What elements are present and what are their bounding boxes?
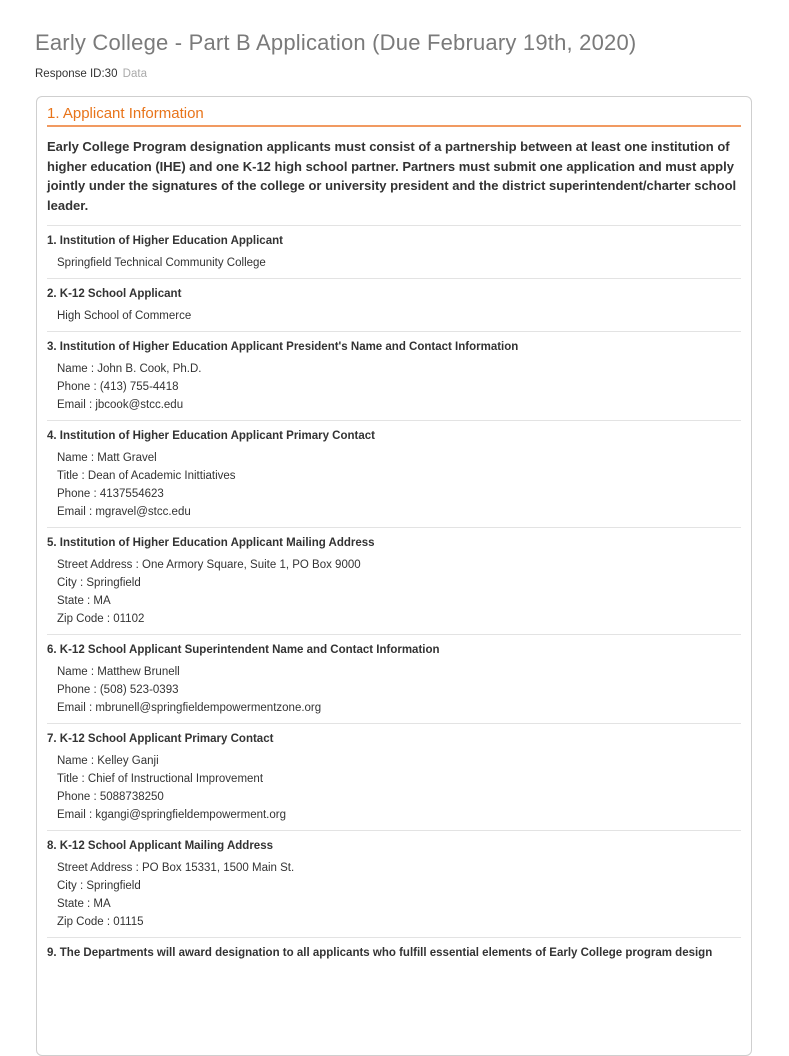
data-link[interactable]: Data — [122, 68, 147, 80]
answer-line: High School of Commerce — [57, 310, 192, 322]
question-label: 3. Institution of Higher Education Applicant President's Name and Contact Information — [47, 341, 519, 353]
answer-line: Name : Kelley Ganji — [57, 755, 159, 767]
question-block — [47, 937, 741, 972]
answer-line: Email : jbcook@stcc.edu — [57, 399, 184, 411]
applicant-info-panel — [36, 96, 752, 1056]
answer-line: Title : Dean of Academic Inittiatives — [57, 470, 236, 482]
answer-line: Phone : 4137554623 — [57, 488, 164, 500]
question-label: 7. K-12 School Applicant Primary Contact — [47, 733, 274, 745]
answer-line: Street Address : PO Box 15331, 1500 Main St. — [57, 862, 295, 874]
question-block — [47, 830, 741, 937]
question-label: 5. Institution of Higher Education Applicant Mailing Address — [47, 537, 375, 549]
answer-line: Zip Code : 01102 — [57, 613, 145, 625]
question-label: 6. K-12 School Applicant Superintendent Name and Contact Information — [47, 644, 440, 656]
answer-line: Street Address : One Armory Square, Suite 1, PO Box 9000 — [57, 559, 361, 571]
answer-line: Phone : (413) 755-4418 — [57, 381, 179, 393]
answer-line: Phone : (508) 523-0393 — [57, 684, 179, 696]
response-id: Response ID:30 — [35, 68, 118, 80]
question-block — [47, 278, 741, 331]
question-label: 4. Institution of Higher Education Applicant Primary Contact — [47, 430, 375, 442]
answer-line: Email : mgravel@stcc.edu — [57, 506, 191, 518]
answer-line: State : MA — [57, 595, 111, 607]
section-heading: 1. Applicant Information — [47, 105, 741, 127]
answer-line: Name : John B. Cook, Ph.D. — [57, 363, 202, 375]
answer-line: State : MA — [57, 898, 111, 910]
section-intro: Early College Program designation applicants must consist of a partnership between at least one institution of higher education (IHE) and one K-12 high school partner. Partners must submit one application and must apply jointly under the signatures of the college or university president and the district superintendent/charter school leader. — [47, 139, 737, 213]
question-block — [47, 420, 741, 527]
question-block — [47, 723, 741, 830]
page-title: Early College - Part B Application (Due February 19th, 2020) — [35, 30, 637, 55]
question-label: 1. Institution of Higher Education Applicant — [47, 235, 283, 247]
answer-line: Title : Chief of Instructional Improvement — [57, 773, 264, 785]
question-label: 8. K-12 School Applicant Mailing Address — [47, 840, 273, 852]
answer-line: City : Springfield — [57, 880, 141, 892]
response-id-line — [35, 68, 147, 80]
question-label: 2. K-12 School Applicant — [47, 288, 182, 300]
answer-line: City : Springfield — [57, 577, 141, 589]
question-block — [47, 225, 741, 278]
question-block — [47, 634, 741, 723]
answer-line: Name : Matt Gravel — [57, 452, 157, 464]
question-block — [47, 527, 741, 634]
answer-line: Email : kgangi@springfieldempowerment.org — [57, 809, 287, 821]
answer-line: Name : Matthew Brunell — [57, 666, 180, 678]
answer-line: Springfield Technical Community College — [57, 257, 266, 269]
question-block — [47, 331, 741, 420]
answer-line: Zip Code : 01115 — [57, 916, 144, 928]
answer-line: Email : mbrunell@springfieldempowermentzone.org — [57, 702, 322, 714]
question-label: 9. The Departments will award designation to all applicants who fulfill essential elements of Early College program design — [47, 947, 713, 959]
answer-line: Phone : 5088738250 — [57, 791, 164, 803]
